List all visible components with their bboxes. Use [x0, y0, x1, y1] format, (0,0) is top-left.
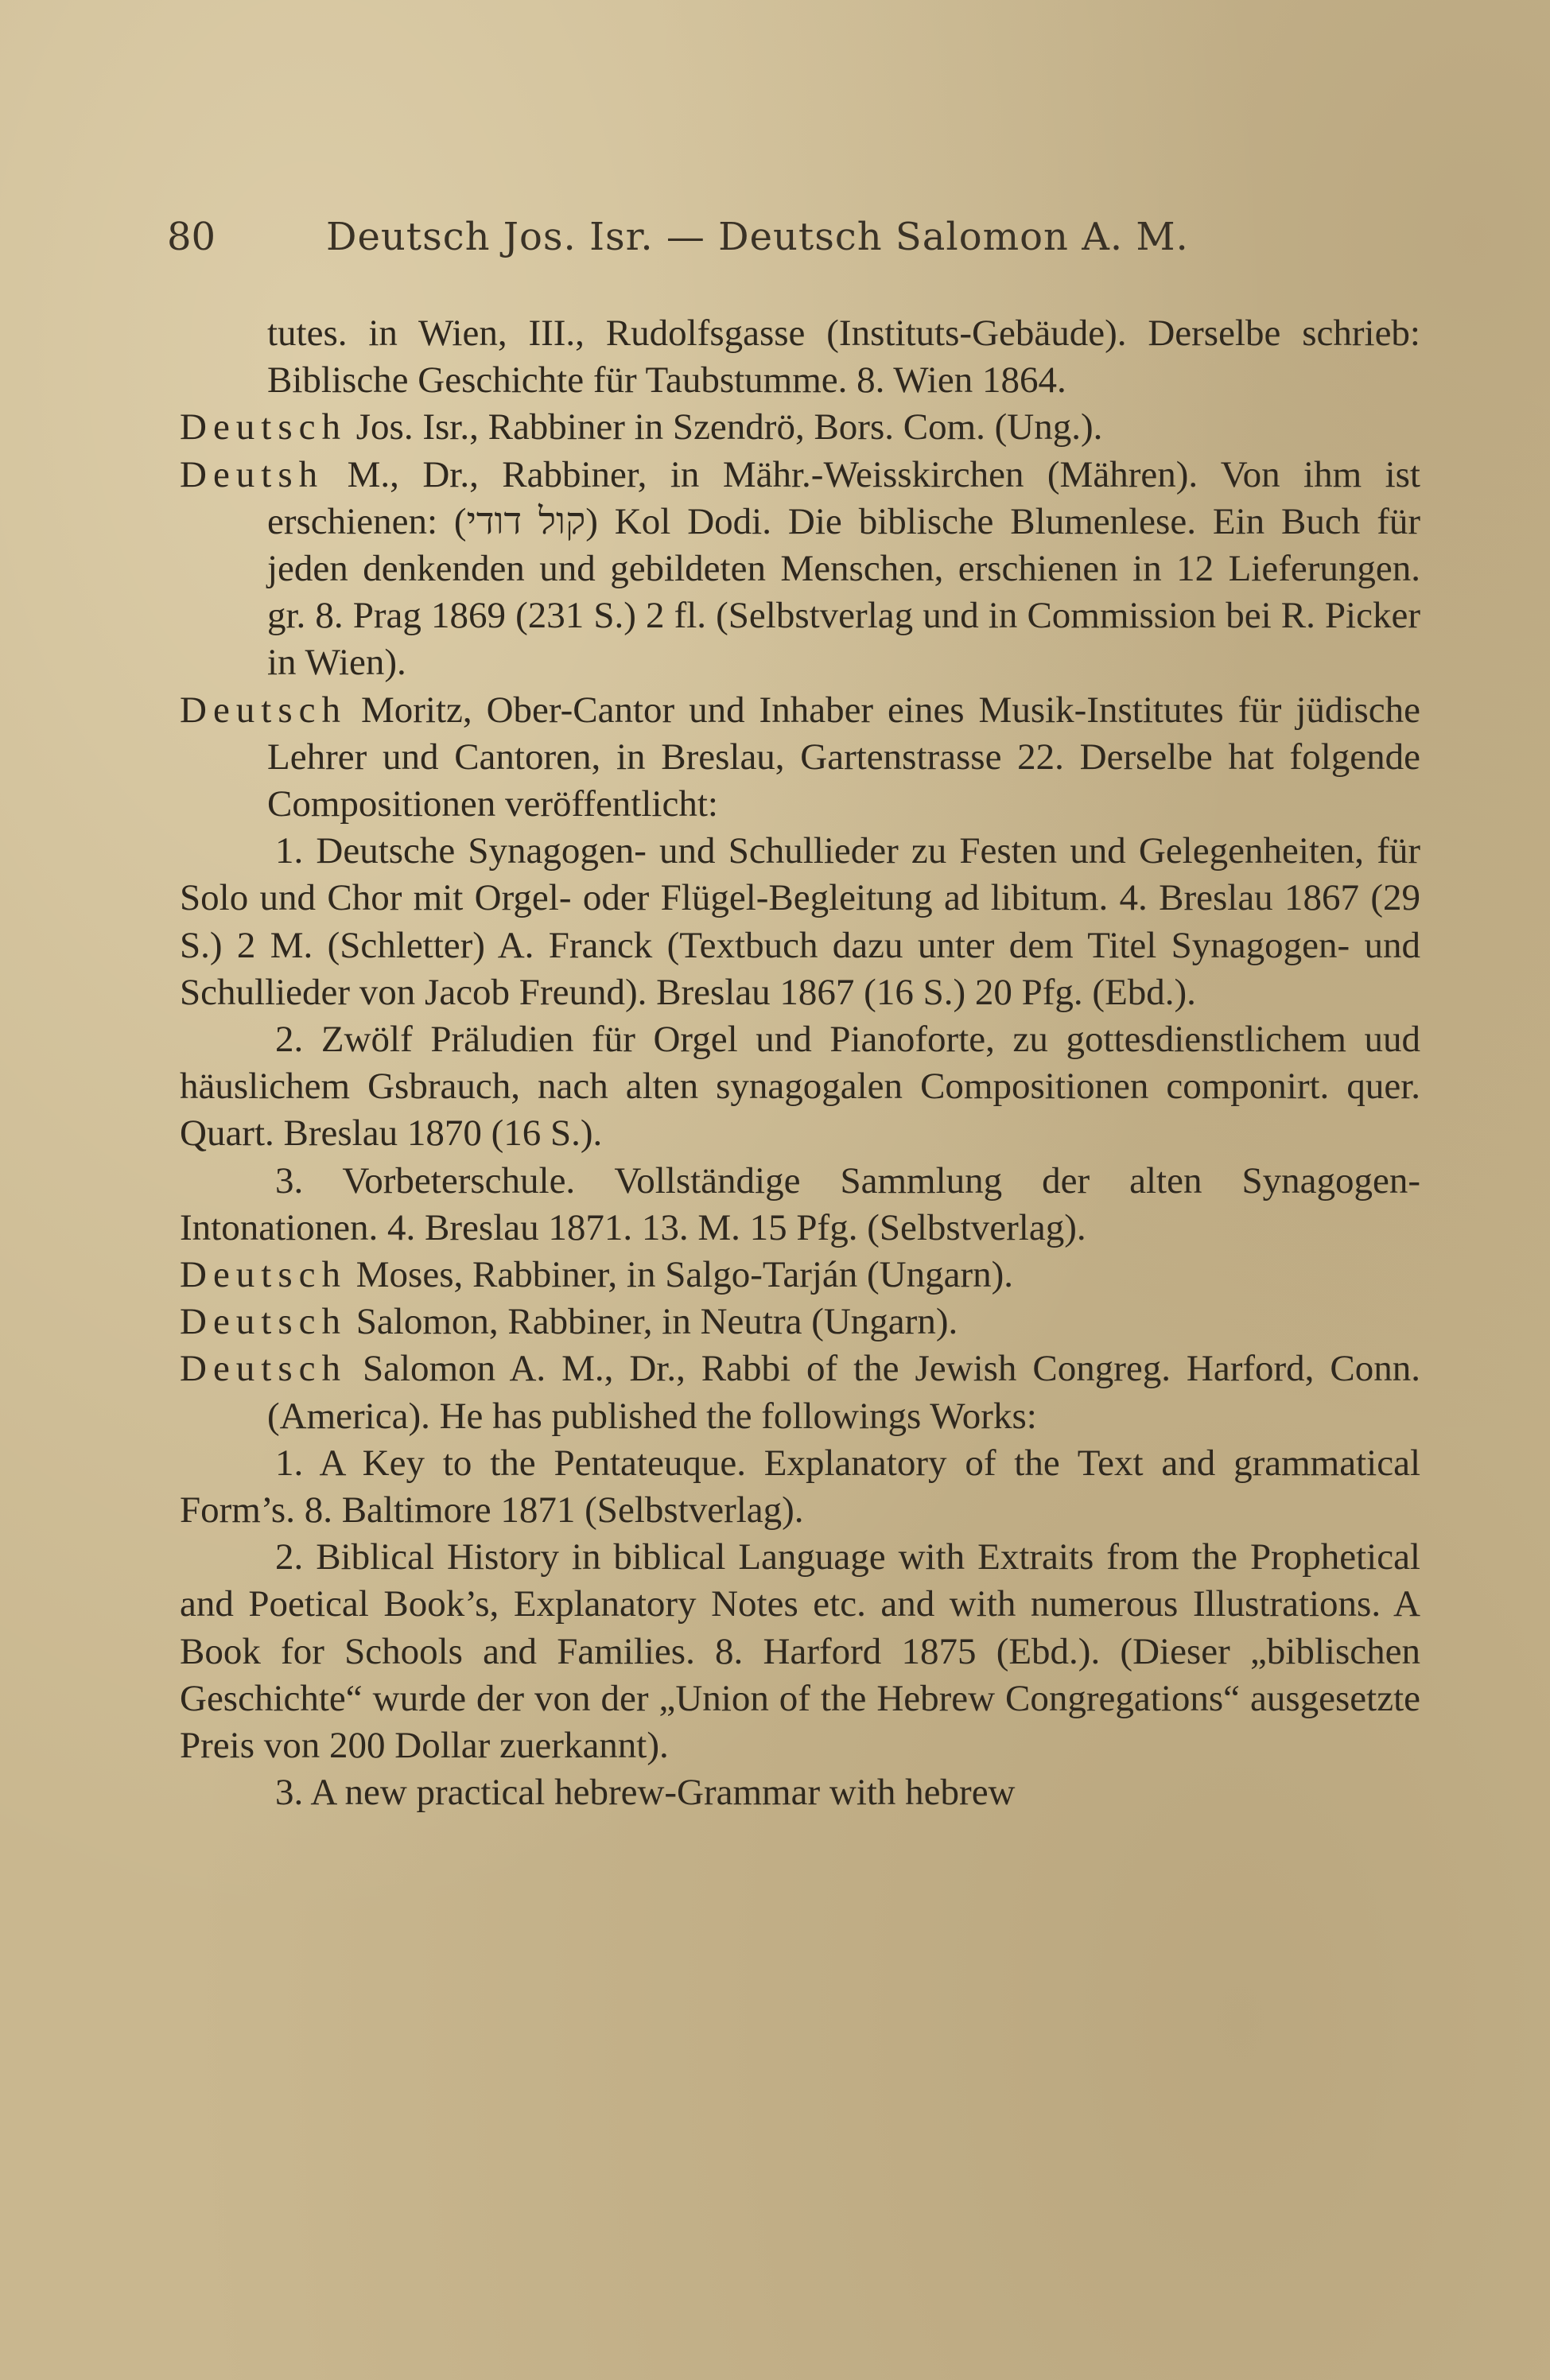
page-number: 80	[167, 215, 216, 259]
entry-deutsh-m	[180, 452, 1420, 687]
list-item: 1. A Key to the Pentateuque. Explanatory of the Text and grammatical Form’s. 8. Baltimore 1871 (Selbstverlag).	[180, 1442, 1420, 1532]
entry-deutsch-moritz	[180, 687, 1420, 829]
entry-text: Salomon A. M., Dr., Rabbi of the Jewish Congreg. Harford, Conn. (America). He has published the followings Works:	[267, 1348, 1420, 1437]
entry-text: Moses, Rabbiner, in Salgo-Tarján (Ungarn).	[347, 1254, 1014, 1296]
running-title: Deutsch Jos. Isr. — Deutsch Salomon A. M.	[326, 215, 1189, 259]
entry-name: Deutsch	[180, 689, 348, 731]
entry-deutsch-salomon	[180, 1299, 1420, 1345]
paragraph-continuation: tutes. in Wien, III., Rudolfsgasse (Instituts-Gebäude). Derselbe schrieb: Biblische Geschichte für Taubstumme. 8. Wien 1864.	[267, 313, 1420, 402]
list-item: 3. A new practical hebrew-Grammar with hebrew	[275, 1772, 1016, 1814]
entry-text: Moritz, Ober-Cantor und Inhaber eines Musik-Institutes für jüdische Lehrer und Cantoren, in Breslau, Gartenstrasse 22. Derselbe hat folgende Compositionen veröffentlicht:	[267, 689, 1420, 825]
entry-deutsch-jos-isr	[180, 404, 1420, 451]
list-item: 2. Zwölf Präludien für Orgel und Pianoforte, zu gottesdienstlichem uud häuslichem Gsbrauch, nach alten synagogalen Compositionen componirt. quer. Quart. Breslau 1870 (16 S.).	[180, 1019, 1420, 1155]
list-item: 3. Vorbeterschule. Vollständige Sammlung der alten Synagogen-Intonationen. 4. Breslau 1871. 13. M. 15 Pfg. (Selbstverlag).	[180, 1159, 1420, 1248]
entry-text: M., Dr., Rabbiner, in Mähr.-Weisskirchen (Mähren). Von ihm ist erschienen: (קול דודי) Kol Dodi. Die biblische Blumenlese. Ein Buch für jeden denkenden und gebildeten Menschen, erschienen in 12 Lieferungen. gr. 8. Prag 1869 (231 S.) 2 fl. (Selbstverlag und in Commission bei R. Picker in Wien).	[267, 453, 1420, 684]
list-item: 1. Deutsche Synagogen- und Schullieder zu Festen und Gelegenheiten, für Solo und Chor mit Orgel- oder Flügel-Begleitung ad libitum. 4. Breslau 1867 (29 S.) 2 M. (Schletter) A. Franck (Textbuch dazu unter dem Titel Synagogen- und Schullieder von Jacob Freund). Breslau 1867 (16 S.) 20 Pfg. (Ebd.).	[180, 830, 1420, 1013]
list-item: 2. Biblical History in biblical Language with Extraits from the Prophetical and Poetical Book’s, Explanatory Notes etc. and with numerous Illustrations. A Book for Schools and Families. 8. Harford 1875 (Ebd.). (Dieser „biblischen Geschichte“ wurde der von der „Union of the Hebrew Congregations“ ausgesetzte Preis von 200 Dollar zuerkannt).	[180, 1536, 1420, 1767]
entry-name: Deutsch	[180, 1301, 348, 1343]
entry-deutsch-salomon-am	[180, 1345, 1420, 1439]
entry-name: Deutsch	[180, 1254, 348, 1296]
entry-name: Deutsh	[180, 453, 324, 495]
entry-text: Jos. Isr., Rabbiner in Szendrö, Bors. Com. (Ung.).	[347, 406, 1103, 448]
entry-name: Deutsch	[180, 1348, 348, 1390]
entry-deutsch-moses	[180, 1252, 1420, 1299]
running-header	[167, 215, 1400, 270]
entry-name: Deutsch	[180, 406, 348, 448]
page-body	[180, 310, 1420, 1817]
entry-text: Salomon, Rabbiner, in Neutra (Ungarn).	[347, 1301, 958, 1343]
